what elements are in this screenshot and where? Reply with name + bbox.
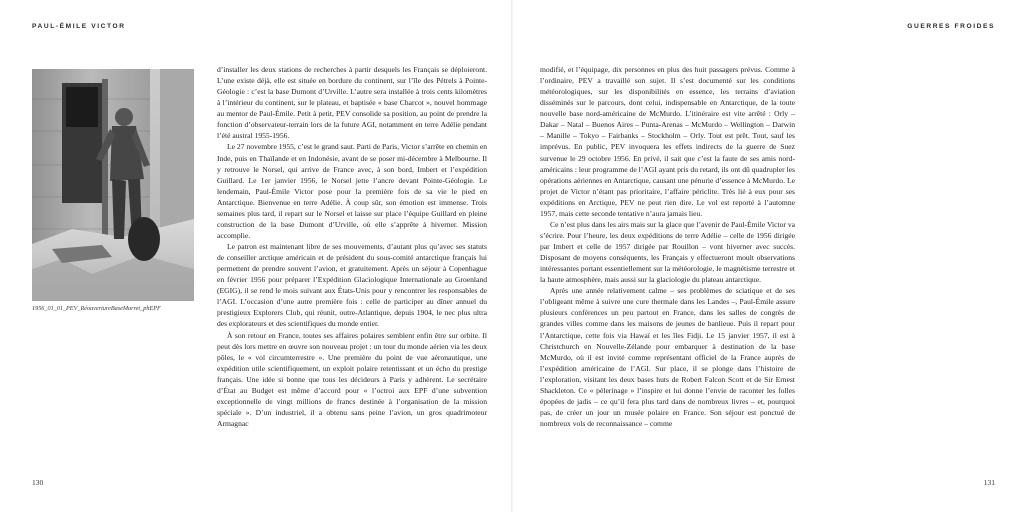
archival-photo: [32, 69, 194, 301]
paragraph: Ce n’est plus dans les airs mais sur la glace que l’avenir de Paul-Émile Victor va s’écrire. Pour l’heure, les deux expéditions de terre Adélie – celle de 1956 dirigée par Imbert et celle de 1957 dirigée par Rouillon – vont hiverner avec succès. Disposant de moyens conséquents, les Français y effectueront moult observations intéressantes portant essentiellement sur la météorologie, le magnétisme terrestre et la haute atmosphère, mais aussi sur la glaciologie du plateau antarctique.: [540, 219, 795, 285]
book-gutter: [511, 0, 513, 512]
page-number-left: 130: [32, 478, 44, 487]
paragraph: Le patron est maintenant libre de ses mouvements, d’autant plus qu’avec ses statuts de conseiller arctique américain et de président du sous-comité antarctique français lui permettent de prendre souvent l’avion, et gratuitement. Après un séjour à Copenhague en février 1956 pour préparer l’Expédition Glaciologique Internationale au Groenland (EGIG), il se rend le mois suivant aux États-Unis pour y rencontrer les responsables de l’AGI. L’occasion d’une autre première fois : celle de participer au dîner annuel du prestigieux Explorers Club, qui réunit, outre-Atlantique, depuis 1904, le nec plus ultra des explorateurs et des scientifiques du monde entier.: [217, 242, 487, 329]
paragraph: d’installer les deux stations de recherches à partir desquels les Français se déploieront. L’une existe déjà, elle est située en bordure du continent, sur l’île des Pétrels à Pointe-Géologie : c’est la base Dumont d’Urville. L’autre sera installée à trois cents kilomètres à l’intérieur du continent, sur le plateau, et baptisée « base Charcot », nouvel hommage au mentor de Paul-Émile. Petit à petit, PEV consolide sa position, au point de prendre la fonction d’observateur-terrain lors de la future AGI, notamment en terre Adélie pendant l’été austral 1955-1956.: [217, 65, 487, 141]
photo-caption: 1956_01_01_PEV_RéouvertureBaseMarret_phEPF: [32, 305, 161, 312]
photo-illustration: [32, 69, 194, 301]
running-head-left: PAUL-ÉMILE VICTOR: [32, 23, 126, 30]
paragraph: Après une année relativement calme – ses problèmes de sciatique et de ses l’obligeant même à suivre une cure thermale dans les Landes –, Paul-Émile assure plusieurs conférences un peu partout en France, dans les salles de congrès de grandes villes comme dans les maisons de jeunes de banlieue. Puis il repart pour l’Antarctique, cette fois via Hawaï et les îles Fidji. Le 15 janvier 1957, il est à Christchurch en Nouvelle-Zélande pour embarquer à destination de la base McMurdo, où il est invité comme représentant officiel de la France auprès de l’expédition américaine de l’AGI. Sur place, il se plonge dans l’histoire de l’exploration, visitant les deux bases huts de Robert Falcon Scott et de Sir Ernest Shackleton. Ce « pèlerinage » l’inspire et lui donne l’envie de raconter les folles épopées de jadis – ce qu’il fera plus tard dans de nombreux livres – et, pourquoi pas, de créer un jour un musée polaire en France. Son séjour est ponctué de nombreux vols de reconnaissance – comme: [540, 286, 795, 428]
left-page-text: [217, 64, 487, 429]
paragraph: Le 27 novembre 1955, c’est le grand saut. Parti de Paris, Victor s’arrête en chemin en Inde, puis en Thaïlande et en Indonésie, avant de se poser mi-décembre à Melbourne. Il y retrouve le Norsel, qui arrive de France avec, à son bord, Imbert et l’expédition Guillard. Le 1er janvier 1956, le Norsel jette l’ancre devant Pointe-Géologie. Le lendemain, Paul-Émile Victor pose pour la première fois de sa vie le pied en Antarctique. Bienvenue en terre Adélie. À coup sûr, son émotion est immense. Trois semaines plus tard, il repart sur le Norsel et laisse sur place l’équipe Guillard en pleine construction de la base Dumont d’Urville, où elle s’apprête à hiverner. Mission accomplie.: [217, 142, 487, 240]
running-head-right: GUERRES FROIDES: [907, 23, 995, 30]
right-page-text: [540, 64, 795, 429]
paragraph: modifié, et l’équipage, dix personnes en plus des huit passagers prévus. Comme à l’ordinaire, PEV a travaillé son sujet. Il s’est documenté sur les conditions météorologiques, sur les disponibilités en essence, les terrains d’aviation disséminés sur le parcours, dont celui, indispensable en Antarctique, de la toute nouvelle base nord-américaine de McMurdo. L’itinéraire est vite arrêté : Orly – Dakar – Natal – Buenos Aires – Punta-Arenas – McMurdo – Wellington – Darwin – Manille – Tokyo – Fairbanks – Stockholm – Orly. Tout est prêt. Tout, sauf les imprévus. En public, PEV invoquera les effets indirects de la guerre de Suez survenue le 29 octobre 1956. En privé, il sait que c’est la faute de ses amis nord-américains : leur programme de l’AGI ayant pris du retard, ils ont dû quadrupler les opérations aériennes en Antarctique, causant une pénurie d’essence à McMurdo. Le projet de Victor n’étant pas prioritaire, l’affaire périclite. Très lié à eux pour ses expéditions en Arctique, PEV ne peut rien dire. Le vol est reporté à l’automne 1957, mais cette seconde tentative n’aura jamais lieu.: [540, 65, 795, 218]
page-number-right: 131: [983, 478, 995, 487]
paragraph: À son retour en France, toutes ses affaires polaires semblent enfin être sur orbite. Il peut dès lors mettre en œuvre son nouveau projet : un tour du monde aérien via les deux pôles, le « vol circumterrestre ». Une première du point de vue aéronautique, une expédition utile scientifiquement, un exploit polaire retentissant et un écho du prestige français. Une idée si bonne que tous les décideurs à Paris y adhèrent. Le secrétaire d’État au Budget est même d’accord pour « l’octroi aux EPF d’une subvention exceptionnelle de vingt millions de francs destinée à l’organisation de la mission spéciale ». D’un industriel, il a obtenu sans peine l’avion, un gros quadrimoteur Armagnac: [217, 330, 487, 428]
